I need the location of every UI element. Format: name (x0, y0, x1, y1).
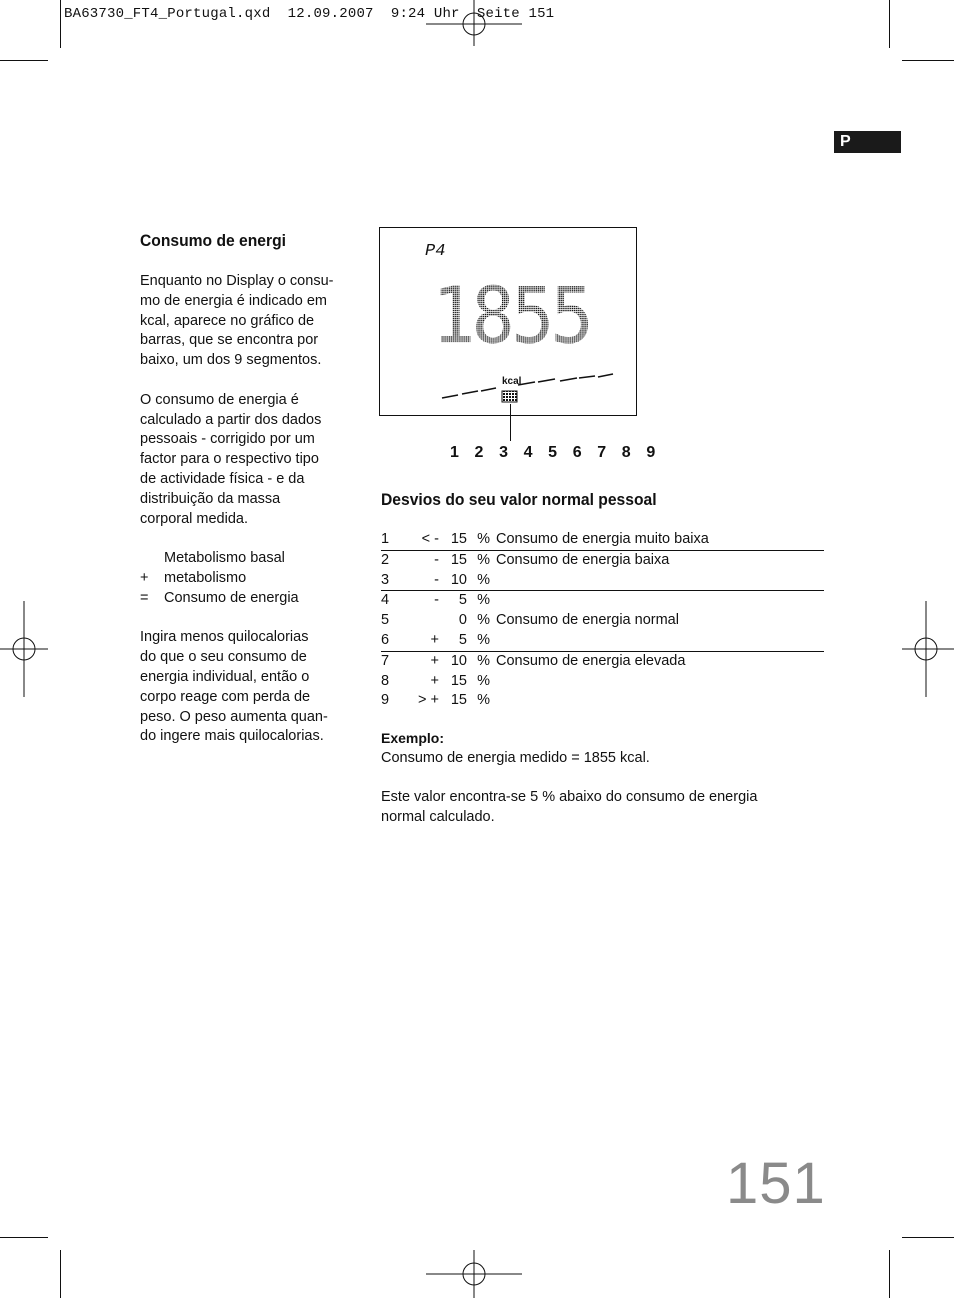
closing-paragraph: Ingira menos quilocalorias do que o seu consumo de energia individual, então o corpo reage com perda de peso. O peso aumenta quan- do ingere mais quilocalorias. (140, 629, 328, 745)
table-cell-val: 15 (443, 550, 467, 570)
example-line: Consumo de energia medido = 1855 kcal. (381, 749, 650, 766)
table-cell-desc: Consumo de energia baixa (496, 550, 824, 570)
table-cell-val: 10 (443, 651, 467, 671)
table-row (381, 571, 824, 591)
table-cell-n: 1 (381, 531, 390, 547)
table-cell-desc (496, 691, 824, 711)
table-cell-desc: Consumo de energia muito baixa (496, 531, 709, 547)
page-number: 151 (726, 1151, 826, 1216)
active-segment (502, 391, 517, 402)
table-cell-n: 4 (381, 591, 405, 611)
deviations-title: Desvios do seu valor normal pessoal (381, 490, 657, 509)
pointer-line (510, 404, 511, 441)
left-column (140, 231, 355, 767)
unit-label: kcal (502, 376, 522, 387)
kcal-value: 1855 (432, 271, 590, 362)
deviations-table (381, 530, 824, 711)
table-row (381, 611, 824, 631)
table-cell-desc (496, 672, 824, 692)
segment-numbers: 1 2 3 4 5 6 7 8 9 (450, 444, 661, 461)
profile-label: P4 (425, 242, 446, 261)
table-cell-pct: % (477, 531, 490, 547)
table-cell-pct: % (477, 672, 490, 689)
table-row (381, 530, 824, 550)
table-cell-val: 15 (450, 672, 467, 689)
table-cell-pct: % (467, 651, 496, 671)
formula-line: Metabolismo basal (164, 550, 285, 567)
table-cell-desc (496, 631, 824, 651)
table-row (381, 651, 824, 671)
table-row (381, 591, 824, 611)
section-title: Consumo de energi (140, 231, 286, 250)
formula-line: metabolismo (164, 569, 247, 586)
formula: Metabolismo basal + metabolismo = Consumo de energia (140, 549, 355, 608)
table-cell-n: 9 (381, 692, 390, 709)
table-cell-n: 2 (381, 550, 405, 570)
table-row (381, 691, 824, 711)
table-cell-sign: > + (418, 692, 439, 709)
table-cell-pct: % (477, 571, 490, 588)
table-cell-pct: % (477, 631, 490, 648)
table-cell-val: 15 (450, 692, 467, 709)
table-cell-pct: % (477, 692, 490, 709)
table-row (381, 550, 824, 570)
table-cell-desc (496, 591, 824, 611)
table-cell-pct: % (477, 612, 490, 629)
table-cell-n: 6 (381, 631, 390, 648)
table-cell-val: 15 (450, 531, 467, 547)
table-cell-pct: % (467, 550, 496, 570)
table-cell-n: 3 (381, 571, 390, 588)
table-cell-desc: Consumo de energia normal (496, 612, 679, 629)
table-cell-n: 7 (381, 651, 405, 671)
table-cell-n: 5 (381, 612, 390, 629)
table-cell-sign: + (430, 672, 439, 689)
formula-line: Consumo de energia (164, 589, 299, 606)
table-cell-desc (496, 571, 824, 591)
lcd-graphic (380, 228, 636, 415)
table-cell-val: 5 (443, 591, 467, 611)
table-cell-sign: + (430, 631, 439, 648)
example-block (381, 729, 831, 828)
table-cell-sign (405, 611, 443, 631)
bar-segments (442, 374, 613, 398)
table-row (381, 672, 824, 692)
example-label: Exemplo: (381, 730, 445, 746)
table-cell-sign: + (405, 651, 443, 671)
table-cell-val: 0 (458, 612, 467, 629)
table-row (381, 631, 824, 651)
table-cell-pct: % (467, 591, 496, 611)
file-slug: BA63730_FT4_Portugal.qxd 12.09.2007 9:24 Uhr Seite 151 (64, 6, 555, 22)
example-conclusion: Este valor encontra-se 5 % abaixo do consumo de energia normal calculado. (381, 789, 758, 826)
table-cell-sign: - (434, 571, 439, 588)
table-cell-sign: < - (421, 531, 439, 547)
table-cell-val: 10 (450, 571, 467, 588)
calculation-paragraph: O consumo de energia é calculado a partir dos dados pessoais - corrigido por um factor para o respectivo tipo de actividade física - e da distribuição da massa corporal medida. (140, 391, 322, 527)
table-cell-val: 5 (458, 631, 467, 648)
scale-display (379, 227, 637, 416)
intro-paragraph: Enquanto no Display o consu- mo de energia é indicado em kcal, aparece no gráfico de barras, que se encontra por baixo, um dos 9 segmentos. (140, 273, 334, 369)
table-cell-desc: Consumo de energia elevada (496, 651, 824, 671)
table-cell-sign: - (405, 550, 443, 570)
table-cell-n: 8 (381, 672, 390, 689)
table-cell-sign: - (405, 591, 443, 611)
language-tab: P (834, 131, 901, 153)
